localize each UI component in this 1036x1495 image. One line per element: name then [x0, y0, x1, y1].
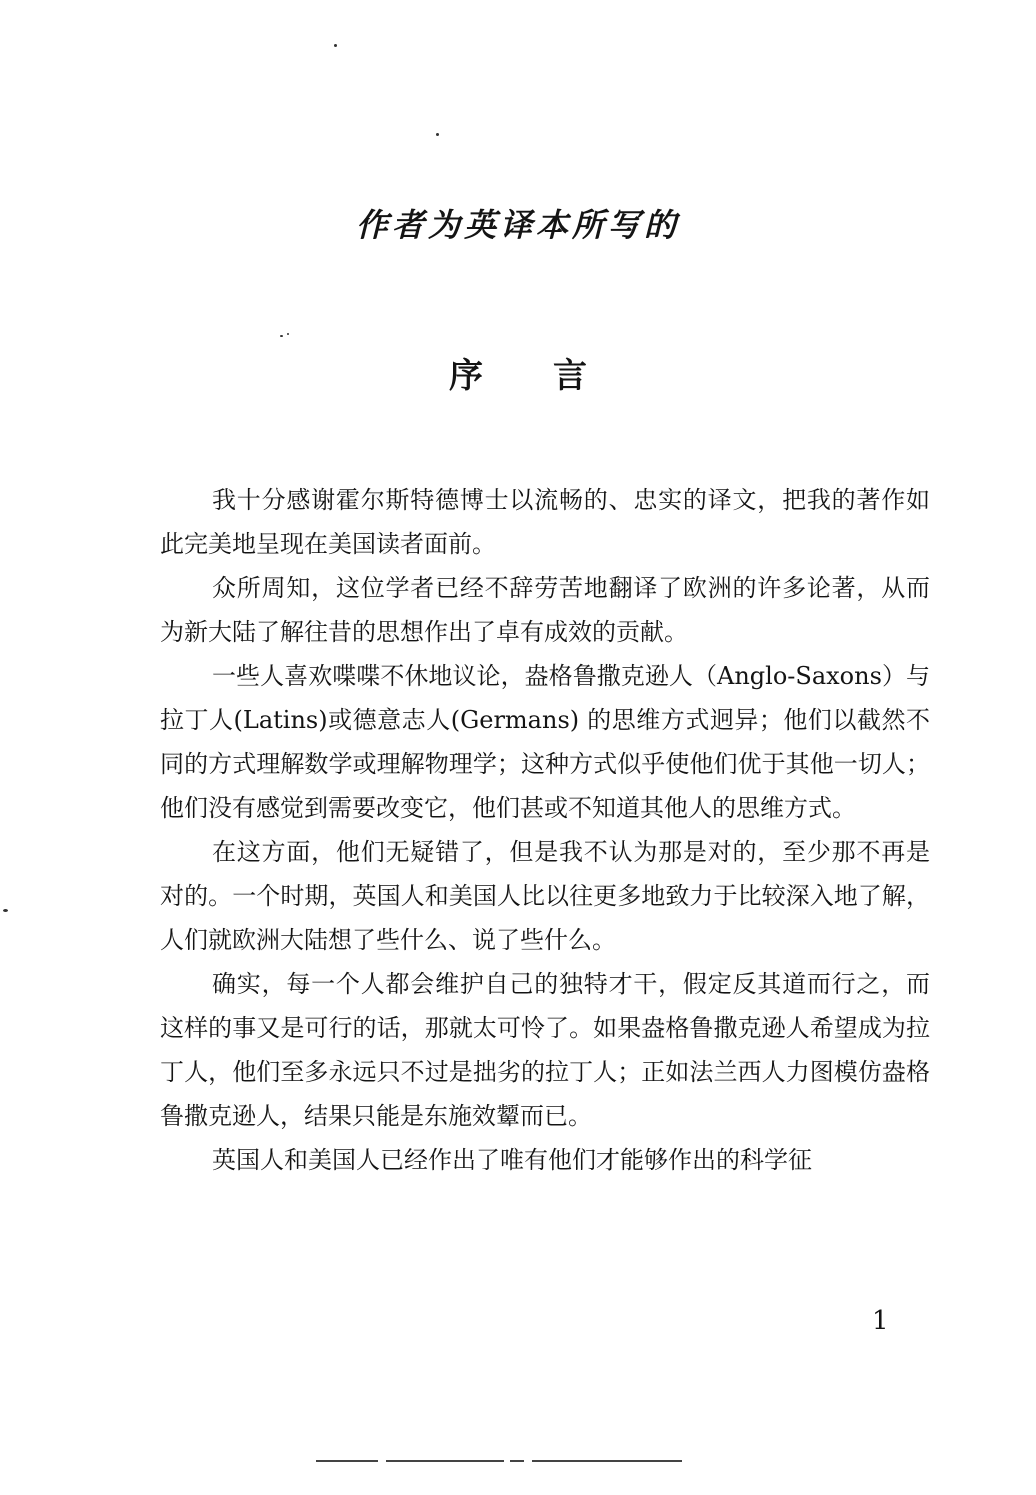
page-number: 1: [872, 1306, 889, 1336]
scan-edge-line: [386, 1460, 504, 1462]
paragraph: 确实，每一个人都会维护自己的独特才干，假定反其道而行之，而这样的事又是可行的话，那就太可怜了。如果盎格鲁撒克逊人希望成为拉丁人，他们至多永远只不过是拙劣的拉丁人；正如法兰西人力图模仿盎格鲁撒克逊人，结果只能是东施效颦而已。: [160, 970, 930, 1130]
paragraph: 一些人喜欢喋喋不休地议论，盎格鲁撒克逊人（Anglo-Saxons）与拉丁人(Latins)或德意志人(Germans) 的思维方式迥异；他们以截然不同的方式理解数学或理解物理学；这种方式似乎使他们优于其他一切人；他们没有感觉到需要改变它，他们甚或不知道其他人的思维方式。: [160, 662, 930, 822]
scan-edge-line: [532, 1460, 682, 1462]
scan-speck: [287, 333, 289, 335]
preface-title-line1: 作者为英译本所写的: [355, 206, 680, 244]
paragraph: 我十分感谢霍尔斯特德博士以流畅的、忠实的译文，把我的著作如此完美地呈现在美国读者面前。: [160, 486, 930, 558]
paragraph: 英国人和美国人已经作出了唯有他们才能够作出的科学征: [212, 1146, 812, 1174]
preface-body: [160, 478, 930, 1182]
paragraph: 众所周知，这位学者已经不辞劳苦地翻译了欧洲的许多论著，从而为新大陆了解往昔的思想作出了卓有成效的贡献。: [160, 574, 930, 646]
scan-speck: [3, 909, 8, 912]
preface-title-line2: 序言: [449, 356, 657, 396]
scan-edge-line: [316, 1460, 378, 1462]
scan-edge-line: [510, 1460, 524, 1462]
scan-speck: [436, 133, 439, 136]
scan-speck: [280, 335, 283, 337]
paragraph: 在这方面，他们无疑错了，但是我不认为那是对的，至少那不再是对的。一个时期，英国人和美国人比以往更多地致力于比较深入地了解，人们就欧洲大陆想了些什么、说了些什么。: [160, 838, 930, 954]
scan-speck: [334, 44, 337, 47]
